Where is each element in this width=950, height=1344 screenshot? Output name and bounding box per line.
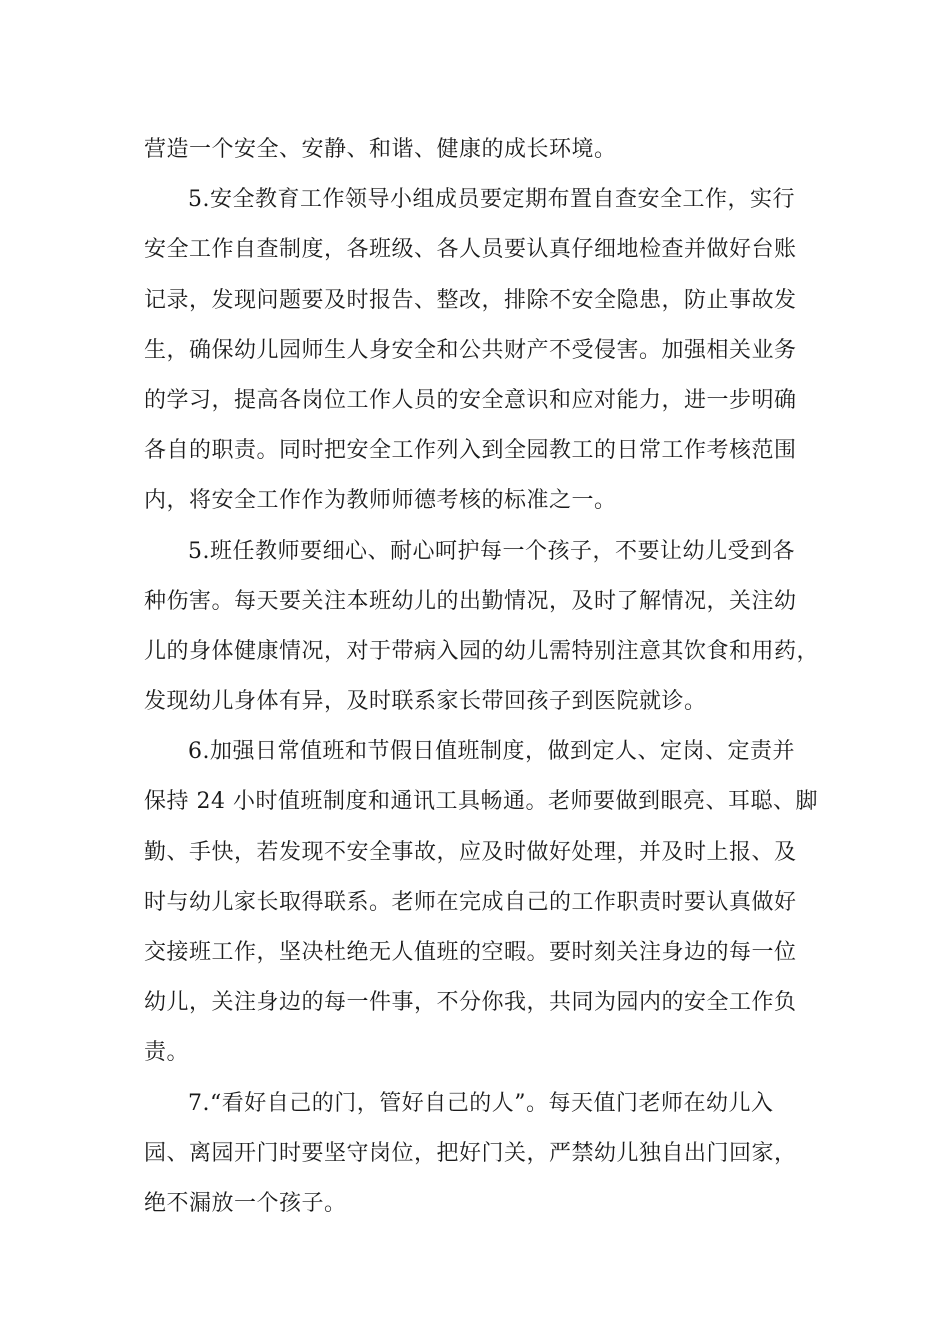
text-line: 安全工作自查制度，各班级、各人员要认真仔细地检查并做好台账: [144, 237, 797, 262]
text-line: 记录，发现问题要及时报告、整改，排除不安全隐患，防止事故发: [144, 288, 797, 313]
text-line: 绝不漏放一个孩子。: [144, 1191, 347, 1216]
text-line: 6.加强日常值班和节假日值班制度，做到定人、定岗、定责并: [188, 739, 795, 764]
text-line: 营造一个安全、安静、和谐、健康的成长环境。: [144, 137, 617, 162]
text-line: 7.“看好自己的门，管好自己的人”。每天值门老师在幼儿入: [188, 1091, 774, 1116]
text-line: 勤、手快，若发现不安全事故，应及时做好处理，并及时上报、及: [144, 840, 797, 865]
text-line: 的学习，提高各岗位工作人员的安全意识和应对能力，进一步明确: [144, 388, 797, 413]
text-line: 各自的职责。同时把安全工作列入到全园教工的日常工作考核范围: [144, 438, 797, 463]
text-line: 儿的身体健康情况，对于带病入园的幼儿需特别注意其饮食和用药，: [144, 639, 820, 664]
text-line: 内，将安全工作作为教师师德考核的标准之一。: [144, 488, 617, 513]
text-line: 责。: [144, 1040, 190, 1065]
text-line: 时与幼儿家长取得联系。老师在完成自己的工作职责时要认真做好: [144, 890, 797, 915]
text-line: 幼儿，关注身边的每一件事，不分你我，共同为园内的安全工作负: [144, 990, 797, 1015]
text-line: 生，确保幼儿园师生人身安全和公共财产不受侵害。加强相关业务: [144, 338, 797, 363]
text-line: 5.安全教育工作领导小组成员要定期布置自查安全工作，实行: [188, 187, 795, 212]
text-line: 发现幼儿身体有异，及时联系家长带回孩子到医院就诊。: [144, 689, 707, 714]
text-line: 5.班任教师要细心、耐心呵护每一个孩子，不要让幼儿受到各: [188, 539, 795, 564]
text-line: 园、离园开门时要坚守岗位，把好门关，严禁幼儿独自出门回家，: [144, 1141, 797, 1166]
text-line: 保持 24 小时值班制度和通讯工具畅通。老师要做到眼亮、耳聪、脚: [144, 789, 818, 814]
text-line: 种伤害。每天要关注本班幼儿的出勤情况，及时了解情况，关注幼: [144, 589, 797, 614]
text-line: 交接班工作，坚决杜绝无人值班的空暇。要时刻关注身边的每一位: [144, 940, 797, 965]
